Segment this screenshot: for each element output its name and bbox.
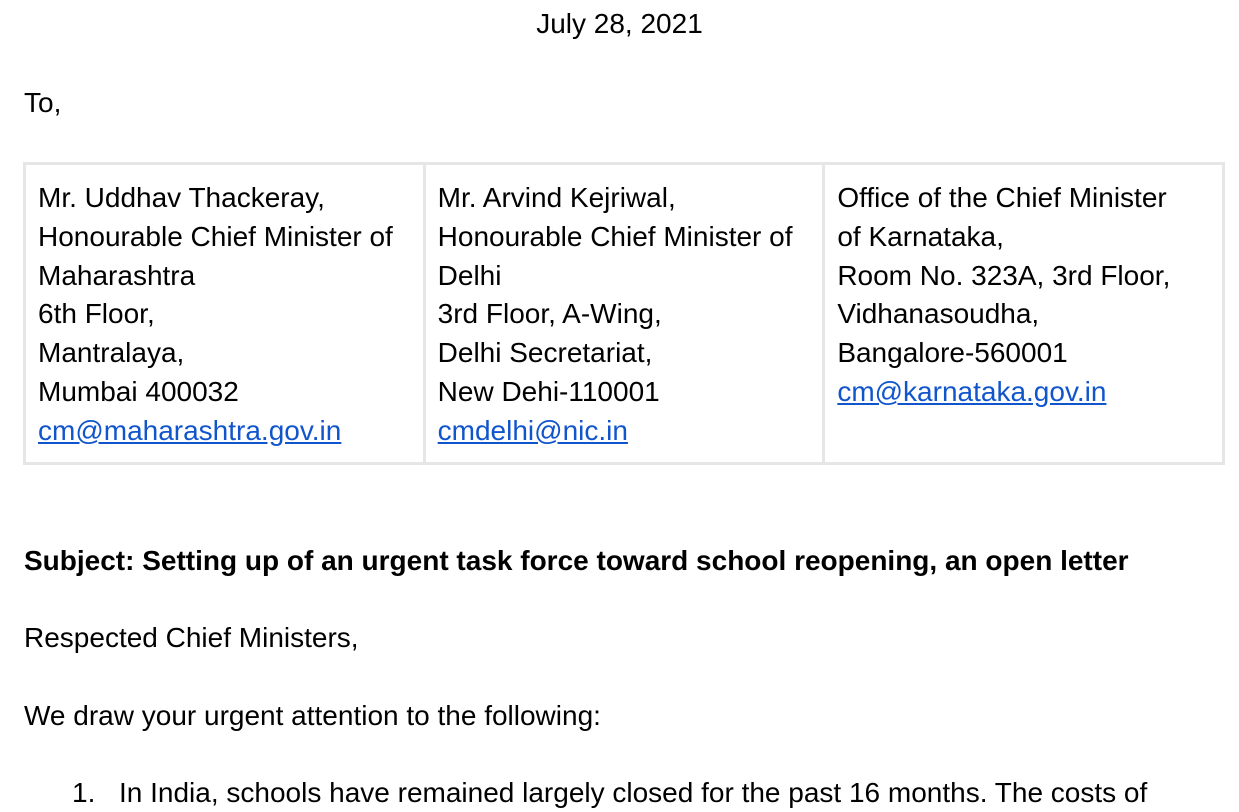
- recipients-row: [25, 164, 1224, 464]
- recipient-karnataka: [824, 164, 1224, 464]
- recipient-name: Office of the Chief Minister: [837, 182, 1167, 213]
- recipient-title: Honourable Chief Minister of: [38, 220, 393, 252]
- recipient-address-line: New Dehi-110001: [437, 375, 660, 407]
- list-item-number: 1.: [72, 777, 96, 808]
- recipient-email-link[interactable]: cmdelhi@nic.in: [437, 414, 628, 446]
- recipient-state: of Karnataka,: [837, 220, 1004, 252]
- recipient-state: Delhi: [437, 259, 502, 291]
- recipient-address-line: Bangalore-560001: [837, 337, 1068, 369]
- letter-greeting: Respected Chief Ministers,: [24, 622, 359, 653]
- recipient-email-link[interactable]: cm@karnataka.gov.in: [837, 375, 1107, 407]
- letter-intro: We draw your urgent attention to the following:: [24, 700, 601, 731]
- recipient-address-line: Room No. 323A, 3rd Floor,: [837, 259, 1171, 291]
- recipient-address-line: Delhi Secretariat,: [437, 337, 653, 369]
- recipient-state: Maharashtra: [38, 259, 196, 291]
- to-label: To,: [24, 87, 62, 118]
- recipient-delhi: [424, 164, 824, 464]
- recipient-address-line: 6th Floor,: [38, 298, 155, 330]
- recipient-address-line: Mantralaya,: [38, 337, 185, 369]
- recipient-title: Honourable Chief Minister of: [437, 220, 793, 252]
- list-item-text: In India, schools have remained largely closed for the past 16 months. The costs of: [119, 777, 1148, 808]
- recipient-email-link[interactable]: cm@maharashtra.gov.in: [38, 414, 342, 446]
- list-item: [72, 775, 1147, 811]
- recipient-name: Mr. Arvind Kejriwal,: [437, 182, 676, 213]
- recipient-address-line: Mumbai 400032: [38, 375, 239, 407]
- recipient-name: Mr. Uddhav Thackeray,: [38, 182, 325, 213]
- letter-subject: Subject: Setting up of an urgent task force toward school reopening, an open letter: [24, 545, 1129, 576]
- letter-date: July 28, 2021: [536, 8, 703, 39]
- recipient-address-line: 3rd Floor, A-Wing,: [437, 298, 662, 330]
- recipients-table: [23, 162, 1225, 465]
- recipient-maharashtra: [25, 164, 425, 464]
- recipient-address-line: Vidhanasoudha,: [837, 298, 1040, 330]
